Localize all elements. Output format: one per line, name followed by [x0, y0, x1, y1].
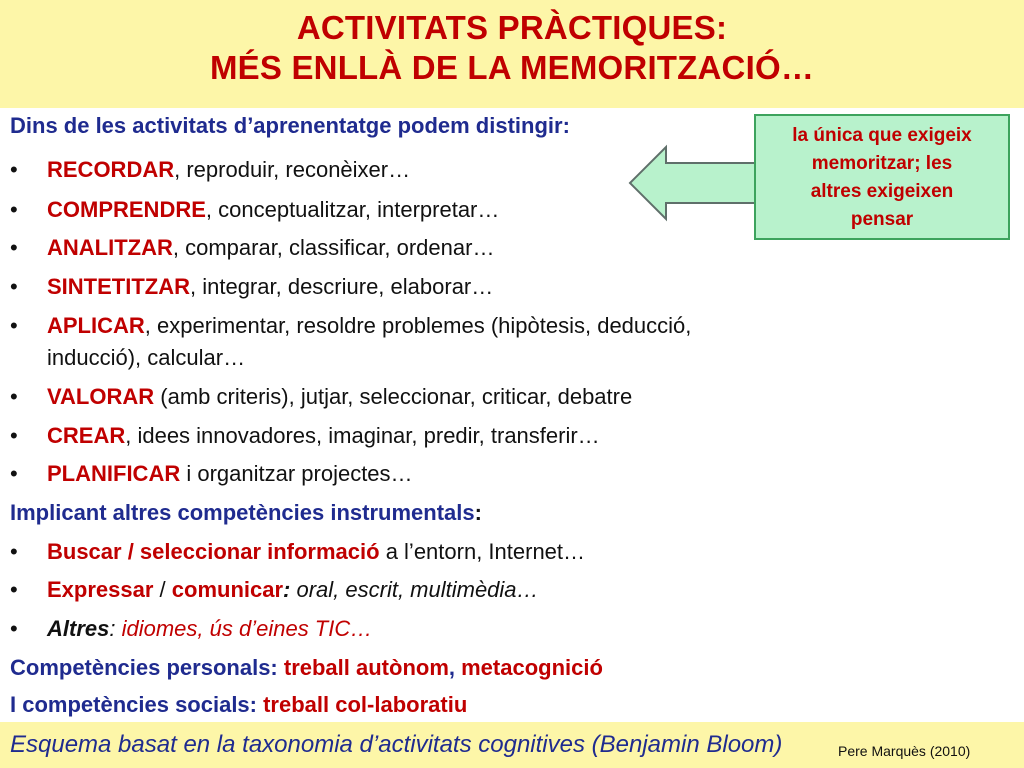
- bullet-icon: •: [10, 235, 18, 260]
- bullet-icon: •: [10, 157, 18, 182]
- personal-separator: ,: [448, 655, 462, 680]
- title-line-1: ACTIVITATS PRÀCTIQUES:: [296, 9, 728, 46]
- callout-line-1: la única que exigeix: [792, 125, 972, 146]
- instrumental-heading-text: Implicant altres competències instrumentals: [10, 500, 475, 525]
- bullet-icon: •: [10, 313, 18, 338]
- footer-text: Esquema basat en la taxonomia d’activitats cognitives (Benjamin Bloom): [10, 731, 783, 758]
- instrumental-keyword: Expressar: [47, 577, 154, 602]
- personal-label: Competències personals:: [10, 655, 284, 680]
- instrumental-keyword: Altres: [47, 616, 110, 641]
- activity-description: , reproduir, reconèixer…: [174, 157, 411, 182]
- instrumental-description: a l’entorn, Internet…: [379, 539, 586, 564]
- callout-text: [756, 122, 1008, 234]
- bullet-icon: •: [10, 423, 18, 448]
- activity-keyword: CREAR: [47, 423, 126, 448]
- activity-keyword: VALORAR: [47, 384, 155, 409]
- bullet-icon: •: [10, 461, 18, 486]
- activity-keyword: PLANIFICAR: [47, 461, 181, 486]
- callout-box: [754, 114, 1010, 240]
- instrumental-heading: [10, 498, 482, 528]
- activity-keyword: ANALITZAR: [47, 235, 173, 260]
- social-value: treball col-laboratiu: [263, 692, 468, 717]
- personal-value-2: metacognició: [461, 655, 603, 680]
- bullet-icon: •: [10, 197, 18, 222]
- activity-description: , comparar, classificar, ordenar…: [172, 235, 495, 260]
- activity-description: , idees innovadores, imaginar, predir, transferir…: [125, 423, 600, 448]
- instrumental-keyword: Buscar / seleccionar informació: [47, 539, 380, 564]
- personal-competences: [10, 653, 603, 683]
- instrumental-colon: :: [109, 616, 116, 641]
- left-arrow-icon: [626, 143, 762, 223]
- callout-line-3: altres exigeixen: [810, 181, 954, 202]
- intro-text: Dins de les activitats d’aprenentatge podem distingir:: [10, 113, 570, 138]
- bullet-icon: •: [10, 274, 18, 299]
- instrumental-description: oral, escrit, multimèdia…: [290, 577, 539, 602]
- slide-title: [0, 8, 1024, 88]
- instrumental-keyword-2: comunicar: [171, 577, 284, 602]
- title-line-2: MÉS ENLLÀ DE LA MEMORITZACIÓ…: [209, 49, 815, 86]
- instrumental-heading-colon: :: [474, 500, 482, 525]
- bullet-icon: •: [10, 577, 18, 602]
- activity-description: , conceptualitzar, interpretar…: [205, 197, 500, 222]
- activity-keyword: APLICAR: [47, 313, 145, 338]
- activity-description: , integrar, descriure, elaborar…: [190, 274, 494, 299]
- activity-description-continued: inducció), calcular…: [47, 345, 246, 370]
- activity-keyword: SINTETITZAR: [47, 274, 190, 299]
- activity-keyword: RECORDAR: [47, 157, 175, 182]
- activity-keyword: COMPRENDRE: [47, 197, 206, 222]
- bullet-icon: •: [10, 616, 18, 641]
- activity-description: (amb criteris), jutjar, seleccionar, criticar, debatre: [154, 384, 633, 409]
- personal-value-1: treball autònom: [283, 655, 449, 680]
- bullet-icon: •: [10, 384, 18, 409]
- activity-description: , experimentar, resoldre problemes (hipòtesis, deducció,: [144, 313, 692, 338]
- social-label: I competències socials:: [10, 692, 264, 717]
- activity-description: i organitzar projectes…: [180, 461, 413, 486]
- instrumental-colon: :: [283, 577, 291, 602]
- credit-text: Pere Marquès (2010): [838, 743, 971, 759]
- callout-line-2: memoritzar; les: [811, 153, 953, 174]
- social-competences: [10, 690, 467, 720]
- bullet-icon: •: [10, 539, 18, 564]
- instrumental-separator: /: [153, 577, 172, 602]
- callout-line-4: pensar: [850, 209, 914, 230]
- instrumental-description: idiomes, ús d’eines TIC…: [115, 616, 373, 641]
